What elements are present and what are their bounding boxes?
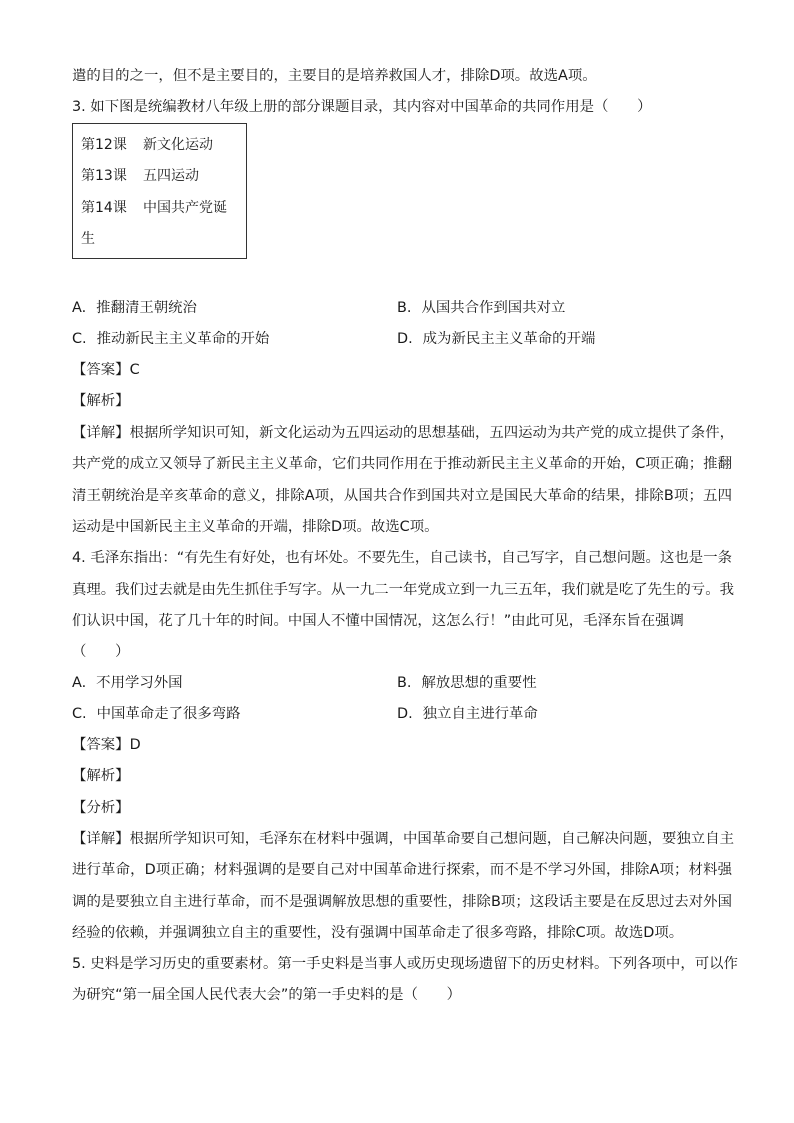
q3-detail-line: 清王朝统治是辛亥革命的意义，排除A项，从国共合作到国共对立是国民大革命的结果，排除B项；五四 [72, 488, 732, 504]
option-letter: D. [397, 331, 413, 347]
toc-lesson-number: 第12课 [81, 137, 127, 153]
option-text: 独立自主进行革命 [422, 706, 538, 722]
question-4-stem: 4. 毛泽东指出：“有先生有好处，也有坏处。不要先生，自己读书，自己写字，自己想问题。这也是一条 [72, 550, 732, 566]
toc-lesson-number: 第14课 [81, 200, 127, 216]
option-letter: C. [72, 706, 87, 722]
option-letter: B. [397, 300, 412, 316]
toc-row [81, 166, 199, 186]
option-text: 解放思想的重要性 [421, 675, 537, 691]
q3-answer: 【答案】C [72, 362, 140, 378]
option-text: 从国共合作到国共对立 [421, 300, 566, 316]
q3-option-c[interactable] [72, 329, 269, 349]
textbook-toc-box [72, 123, 247, 259]
option-letter: C. [72, 331, 87, 347]
option-letter: D. [397, 706, 413, 722]
q3-option-b[interactable] [397, 298, 565, 318]
q4-detail-line: 调的是要独立自主进行革命，而不是强调解放思想的重要性，排除B项；这段话主要是在反思过去对外国 [72, 894, 732, 910]
q4-option-c[interactable] [72, 704, 241, 724]
question-4-stem: 们认识中国，花了几十年的时间。中国人不懂中国情况，这怎么行！”由此可见，毛泽东旨在强调 [72, 613, 684, 629]
option-text: 推动新民主主义革命的开始 [96, 331, 270, 347]
option-text: 中国革命走了很多弯路 [96, 706, 241, 722]
toc-lesson-number: 第13课 [81, 168, 127, 184]
toc-lesson-number: 生 [81, 231, 95, 247]
q4-analysis-heading: 【解析】 [72, 768, 130, 784]
q4-detail-line: 【详解】根据所学知识可知，毛泽东在材料中强调，中国革命要自己想问题，自己解决问题，要独立自主 [72, 831, 734, 847]
toc-lesson-title: 新文化运动 [143, 137, 213, 153]
toc-row [81, 198, 227, 218]
q3-detail-line: 共产党的成立又领导了新民主主义革命，它们共同作用在于推动新民主主义革命的开始，C项正确；推翻 [72, 456, 732, 472]
option-text: 不用学习外国 [96, 675, 183, 691]
q4-answer: 【答案】D [72, 737, 141, 753]
q4-detail-line: 进行革命，D项正确；材料强调的是要自己对中国革命进行探索，而不是不学习外国，排除A项；材料强 [72, 862, 732, 878]
option-letter: A. [72, 675, 87, 691]
question-4-blank: （ ） [72, 644, 130, 660]
q4-option-d[interactable] [397, 704, 538, 724]
option-text: 成为新民主主义革命的开端 [422, 331, 596, 347]
q4-option-a[interactable] [72, 673, 183, 693]
q4-detail-line: 经验的依赖，并强调独立自主的重要性，没有强调中国革命走了很多弯路，排除C项。故选D项。 [72, 925, 684, 941]
toc-lesson-title: 中国共产党诞 [143, 200, 227, 216]
question-5-stem: 5. 史料是学习历史的重要素材。第一手史料是当事人或历史现场遗留下的历史材料。下列各项中，可以作 [72, 956, 738, 972]
option-letter: A. [72, 300, 87, 316]
toc-row [81, 135, 213, 155]
line-prev-explanation: 遣的目的之一，但不是主要目的，主要目的是培养救国人才，排除D项。故选A项。 [72, 68, 597, 84]
q3-option-d[interactable] [397, 329, 595, 349]
option-letter: B. [397, 675, 412, 691]
q3-option-a[interactable] [72, 298, 197, 318]
q3-detail-line: 运动是中国新民主主义革命的开端，排除D项。故选C项。 [72, 519, 439, 535]
q4-fenxi-heading: 【分析】 [72, 800, 130, 816]
q3-analysis-heading: 【解析】 [72, 393, 130, 409]
q4-option-b[interactable] [397, 673, 537, 693]
toc-row [81, 229, 95, 249]
option-text: 推翻清王朝统治 [96, 300, 197, 316]
q3-detail-line: 【详解】根据所学知识可知，新文化运动为五四运动的思想基础，五四运动为共产党的成立提供了条件， [72, 425, 734, 441]
toc-lesson-title: 五四运动 [143, 168, 199, 184]
question-5-stem: 为研究“第一届全国人民代表大会”的第一手史料的是（ ） [72, 987, 462, 1003]
question-4-stem: 真理。我们过去就是由先生抓住手写字。从一九二一年党成立到一九三五年，我们就是吃了先生的亏。我 [72, 582, 734, 598]
question-3-stem: 3. 如下图是统编教材八年级上册的部分课题目录，其内容对中国革命的共同作用是（ ） [72, 99, 652, 115]
